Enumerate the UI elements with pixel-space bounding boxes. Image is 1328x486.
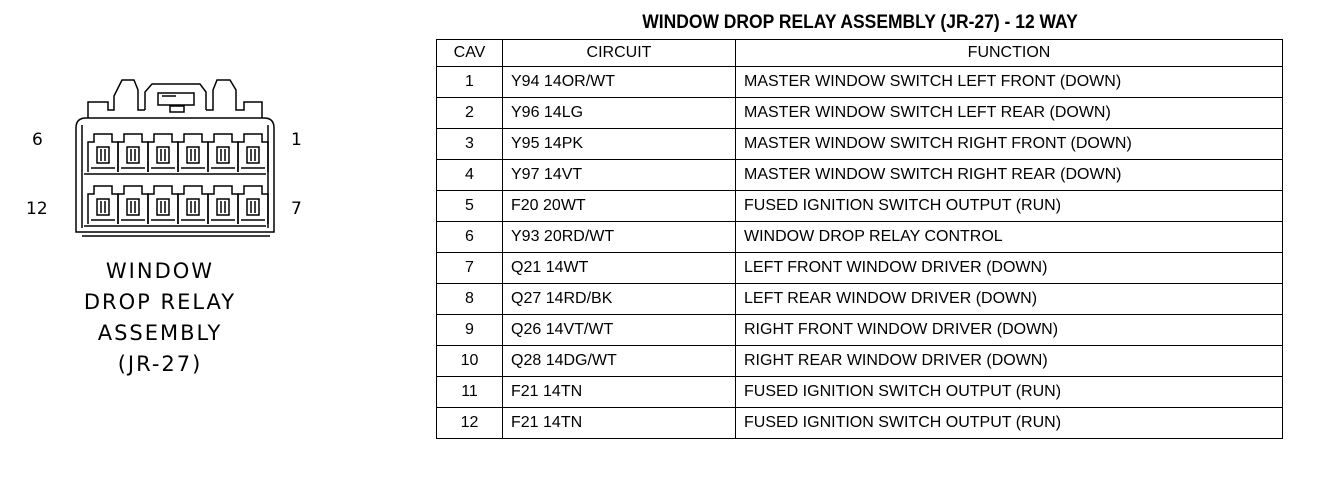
table-title: WINDOW DROP RELAY ASSEMBLY (JR-27) - 12 WAY bbox=[642, 12, 1078, 33]
connector-cavity bbox=[238, 186, 268, 224]
function-cell: MASTER WINDOW SWITCH RIGHT REAR (DOWN) bbox=[736, 160, 1283, 191]
connector-cavity bbox=[88, 186, 118, 224]
function-cell: RIGHT FRONT WINDOW DRIVER (DOWN) bbox=[736, 315, 1283, 346]
circuit-cell: Q26 14VT/WT bbox=[503, 315, 736, 346]
connector-cavity bbox=[208, 186, 238, 224]
table-header-row bbox=[437, 40, 1283, 67]
header-circuit: CIRCUIT bbox=[503, 40, 736, 67]
connector-latch bbox=[88, 80, 262, 118]
function-cell: RIGHT REAR WINDOW DRIVER (DOWN) bbox=[736, 346, 1283, 377]
header-cav: CAV bbox=[437, 40, 503, 67]
pin-label-1: 1 bbox=[291, 130, 302, 150]
cav-cell: 2 bbox=[437, 98, 503, 129]
connector-cavity bbox=[238, 134, 268, 172]
connector-cavity bbox=[148, 134, 178, 172]
cav-cell: 4 bbox=[437, 160, 503, 191]
function-cell: LEFT FRONT WINDOW DRIVER (DOWN) bbox=[736, 253, 1283, 284]
function-cell: MASTER WINDOW SWITCH LEFT REAR (DOWN) bbox=[736, 98, 1283, 129]
function-cell: WINDOW DROP RELAY CONTROL bbox=[736, 222, 1283, 253]
table-row bbox=[437, 346, 1283, 377]
cavity-grid bbox=[84, 134, 268, 226]
pinout-table bbox=[436, 39, 1283, 439]
function-cell: FUSED IGNITION SWITCH OUTPUT (RUN) bbox=[736, 191, 1283, 222]
cav-cell: 5 bbox=[437, 191, 503, 222]
cav-cell: 7 bbox=[437, 253, 503, 284]
connector-cavity bbox=[118, 134, 148, 172]
circuit-cell: Q28 14DG/WT bbox=[503, 346, 736, 377]
table-row bbox=[437, 222, 1283, 253]
table-row bbox=[437, 191, 1283, 222]
table-row bbox=[437, 160, 1283, 191]
connector-cavity bbox=[178, 134, 208, 172]
cav-cell: 11 bbox=[437, 377, 503, 408]
circuit-cell: Q27 14RD/BK bbox=[503, 284, 736, 315]
function-cell: LEFT REAR WINDOW DRIVER (DOWN) bbox=[736, 284, 1283, 315]
table-row bbox=[437, 377, 1283, 408]
circuit-cell: F20 20WT bbox=[503, 191, 736, 222]
circuit-cell: Y93 20RD/WT bbox=[503, 222, 736, 253]
function-cell: FUSED IGNITION SWITCH OUTPUT (RUN) bbox=[736, 408, 1283, 439]
table-row bbox=[437, 408, 1283, 439]
cav-cell: 3 bbox=[437, 129, 503, 160]
pin-label-12: 12 bbox=[26, 199, 48, 219]
connector-caption bbox=[60, 256, 260, 380]
cav-cell: 10 bbox=[437, 346, 503, 377]
circuit-cell: Y95 14PK bbox=[503, 129, 736, 160]
cav-cell: 1 bbox=[437, 67, 503, 98]
pin-label-7: 7 bbox=[291, 199, 302, 219]
function-cell: MASTER WINDOW SWITCH LEFT FRONT (DOWN) bbox=[736, 67, 1283, 98]
cav-cell: 8 bbox=[437, 284, 503, 315]
circuit-cell: F21 14TN bbox=[503, 408, 736, 439]
connector-cavity bbox=[118, 186, 148, 224]
caption-line: (JR-27) bbox=[117, 352, 203, 376]
table-row bbox=[437, 284, 1283, 315]
table-row bbox=[437, 98, 1283, 129]
circuit-cell: Y96 14LG bbox=[503, 98, 736, 129]
cav-cell: 6 bbox=[437, 222, 503, 253]
caption-line: WINDOW bbox=[105, 259, 215, 283]
circuit-cell: Y94 14OR/WT bbox=[503, 67, 736, 98]
connector-cavity bbox=[88, 134, 118, 172]
circuit-cell: Y97 14VT bbox=[503, 160, 736, 191]
connector-cavity bbox=[148, 186, 178, 224]
header-function: FUNCTION bbox=[736, 40, 1283, 67]
cav-cell: 9 bbox=[437, 315, 503, 346]
pin-label-6: 6 bbox=[32, 130, 43, 150]
cav-cell: 12 bbox=[437, 408, 503, 439]
connector-face-drawing bbox=[0, 0, 340, 250]
circuit-cell: F21 14TN bbox=[503, 377, 736, 408]
table-row bbox=[437, 129, 1283, 160]
connector-cavity bbox=[208, 134, 238, 172]
caption-line: DROP RELAY bbox=[83, 290, 237, 314]
table-row bbox=[437, 253, 1283, 284]
table-row bbox=[437, 67, 1283, 98]
function-cell: FUSED IGNITION SWITCH OUTPUT (RUN) bbox=[736, 377, 1283, 408]
circuit-cell: Q21 14WT bbox=[503, 253, 736, 284]
connector-cavity bbox=[178, 186, 208, 224]
caption-line: ASSEMBLY bbox=[97, 321, 223, 345]
function-cell: MASTER WINDOW SWITCH RIGHT FRONT (DOWN) bbox=[736, 129, 1283, 160]
table-row bbox=[437, 315, 1283, 346]
